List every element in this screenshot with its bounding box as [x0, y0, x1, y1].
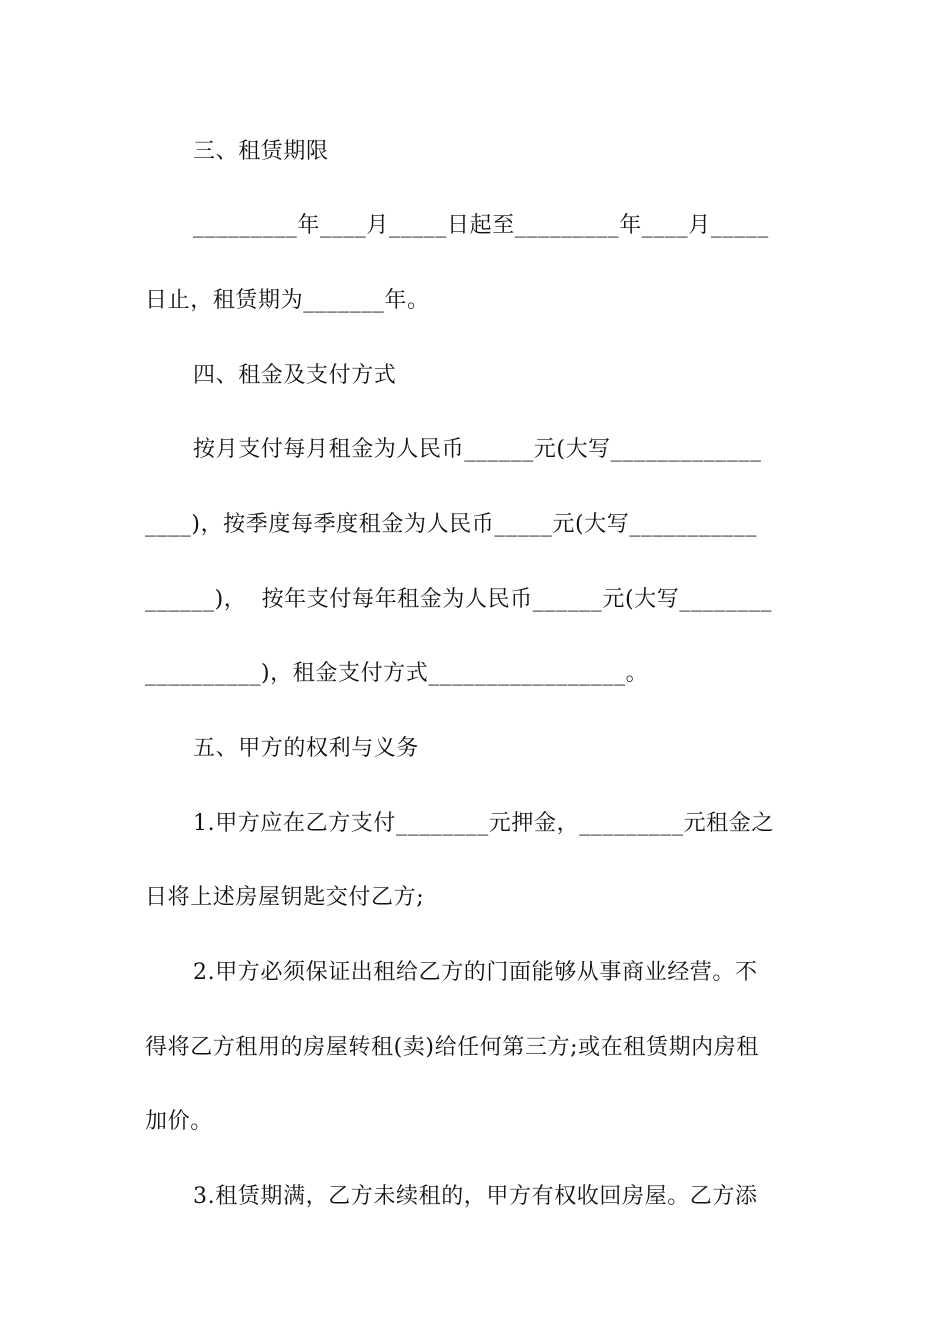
paragraph-line: ____)，按季度每季度租金为人民币_____元(大写___________ [145, 512, 757, 537]
section-heading-party-a-rights: 五、甲方的权利与义务 [193, 736, 420, 761]
section-heading-rent-payment: 四、租金及支付方式 [193, 363, 397, 388]
paragraph-line: 日止，租赁期为_______年。 [145, 288, 430, 313]
paragraph-line: 得将乙方租用的房屋转租(卖)给任何第三方;或在租赁期内房租 [145, 1035, 759, 1060]
section-heading-lease-term: 三、租赁期限 [193, 139, 329, 164]
paragraph-line: 3.租赁期满，乙方未续租的，甲方有权收回房屋。乙方添 [193, 1184, 758, 1209]
paragraph-line: 2.甲方必须保证出租给乙方的门面能够从事商业经营。不 [193, 960, 758, 985]
paragraph-line: 日将上述房屋钥匙交付乙方; [145, 885, 425, 910]
paragraph-line: 1.甲方应在乙方支付________元押金，_________元租金之 [193, 811, 774, 836]
paragraph-line: 加价。 [145, 1109, 213, 1134]
paragraph-line: ______)， 按年支付每年租金为人民币______元(大写________ [145, 587, 773, 612]
paragraph-line: _________年____月_____日起至_________年____月_____ [193, 213, 769, 238]
paragraph-line: 按月支付每月租金为人民币______元(大写_____________ [193, 437, 762, 462]
paragraph-line: __________)，租金支付方式_________________。 [145, 661, 649, 686]
